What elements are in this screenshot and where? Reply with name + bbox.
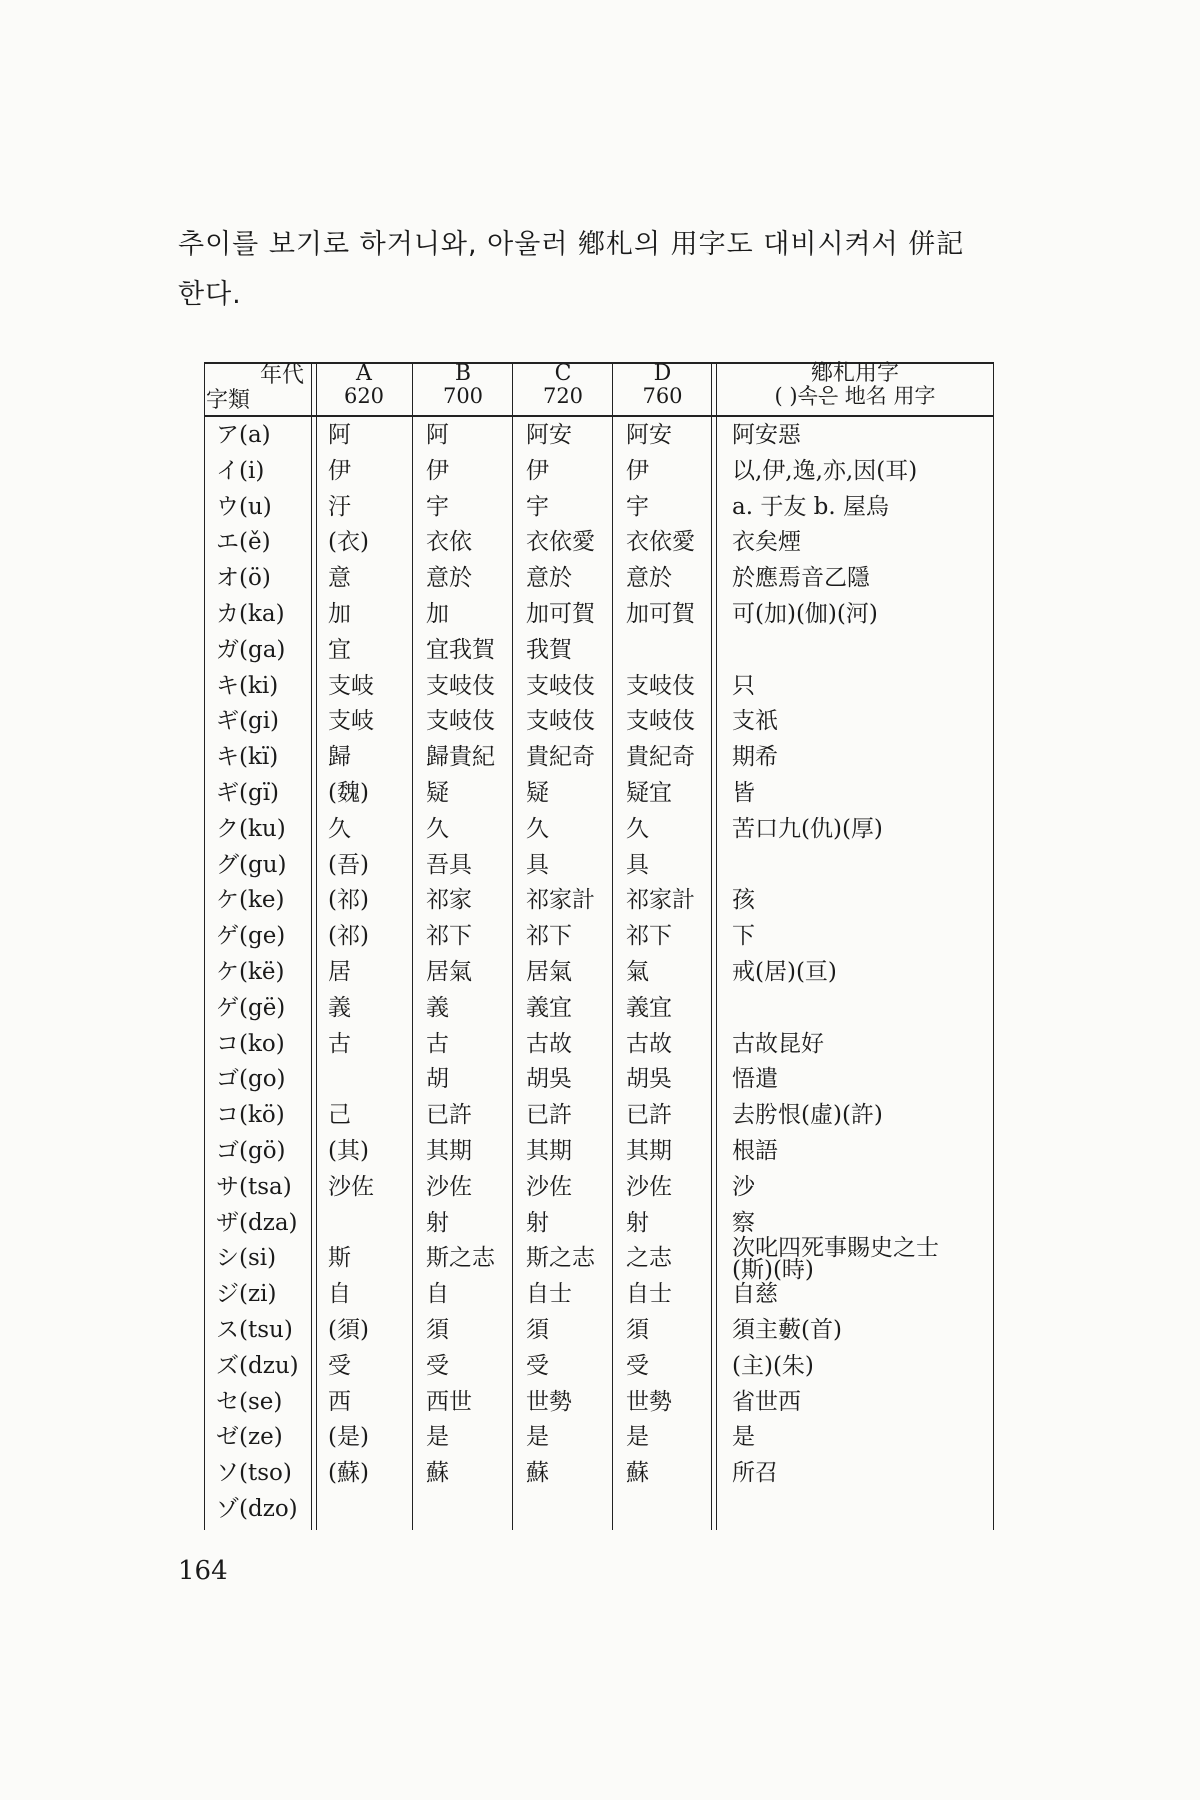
row-cell-hyangchal: a. 于友 b. 屋烏 [732,493,889,520]
row-cell-c: 意於 [526,565,572,592]
row-cell-a: (其) [328,1138,369,1164]
row-cell-d: 須 [626,1317,649,1343]
header-col-a-label: A [356,361,372,386]
row-cell-b: 伊 [426,457,449,484]
header-corner-type: 字類 [206,388,251,413]
row-cell-b: 支岐伎 [426,672,495,699]
table-row [204,1098,994,1134]
row-cell-a: 沙佐 [328,1173,374,1200]
row-cell-hyangchal: 只 [732,672,755,699]
row-cell-a: (吾) [328,851,369,878]
row-cell-a: (是) [328,1424,369,1451]
row-cell-b: 宜我賀 [426,636,495,663]
row-cell-b: 歸貴紀 [426,744,495,771]
row-kana: イ(i) [216,457,265,484]
header-col-hyangchal-label: 鄕札用字 [810,361,899,386]
row-cell-d: 是 [626,1424,649,1451]
table-header-rule [204,415,994,417]
row-cell-b: 祁下 [426,923,472,950]
row-cell-hyangchal: 支祇 [732,708,778,735]
row-cell-a: 古 [328,1030,351,1057]
row-cell-d: 支岐伎 [626,672,695,699]
row-kana: キ(ki) [216,672,279,699]
table-row [204,1134,994,1170]
row-cell-hyangchal: 下 [732,923,755,950]
row-kana: キ(kï) [216,744,279,771]
row-cell-c: 衣依愛 [526,529,595,556]
row-kana: ギ(gï) [216,780,280,806]
row-cell-d: 衣依愛 [626,529,695,556]
table-row [204,1349,994,1385]
row-cell-hyangchal: 去肹恨(虛)(許) [732,1102,883,1129]
row-cell-d: 古故 [626,1030,672,1057]
row-cell-c: 伊 [526,457,549,484]
row-cell-b: 吾具 [426,851,472,878]
table-row [204,1456,994,1492]
row-cell-a: 意 [328,565,351,592]
row-cell-d: 意於 [626,565,672,592]
row-cell-b: 射 [426,1209,449,1236]
row-cell-b: 意於 [426,565,472,592]
row-cell-d: 之志 [626,1245,672,1272]
intro-paragraph [178,220,1018,320]
table-row [204,1277,994,1313]
row-cell-hyangchal: 於應焉音乙隱 [732,565,870,592]
row-kana: ゲ(gë) [216,994,286,1021]
table-row [204,490,994,526]
row-cell-c: 貴紀奇 [526,744,595,771]
row-kana: ウ(u) [216,493,272,520]
row-cell-b: 祁家 [426,887,472,914]
row-cell-a: 阿 [328,422,351,448]
row-cell-a: 歸 [328,744,351,771]
row-cell-d: 具 [626,851,649,878]
row-kana: ゼ(ze) [216,1424,283,1451]
table-row [204,740,994,776]
row-kana: ゴ(gö) [216,1138,286,1164]
row-cell-b: 是 [426,1424,449,1451]
header-corner-year: 年代 [259,363,304,388]
row-cell-c: 是 [526,1424,549,1451]
row-cell-d: 世勢 [626,1388,672,1415]
row-cell-a: 支岐 [328,672,374,699]
row-cell-c: 祁家計 [526,887,595,914]
row-kana: ゴ(go) [216,1066,286,1093]
row-kana: ス(tsu) [216,1317,293,1343]
page-number: 164 [178,1556,228,1586]
row-kana: エ(ě) [216,529,271,556]
row-cell-d: 久 [626,815,649,842]
row-kana: セ(se) [216,1388,283,1415]
table-row [204,1062,994,1098]
table-row [204,525,994,561]
row-cell-hyangchal: 省世西 [732,1388,801,1415]
header-col-b-year: 700 [442,384,484,408]
header-col-b [414,362,512,414]
row-cell-a: 汙 [328,493,351,520]
row-cell-a: (須) [328,1317,369,1343]
row-kana: ケ(ke) [216,887,285,914]
header-col-a-year: 620 [343,384,385,408]
row-cell-a: 久 [328,815,351,842]
row-cell-b: 蘇 [426,1460,449,1487]
row-cell-a: (蘇) [328,1460,369,1487]
row-cell-d: 射 [626,1209,649,1236]
row-cell-c: 祁下 [526,923,572,950]
correspondence-table [204,362,994,1530]
row-cell-hyangchal: 古故昆好 [732,1030,824,1057]
row-kana: ケ(kë) [216,959,285,985]
row-cell-hyangchal: 阿安惡 [732,422,801,448]
row-cell-c: 古故 [526,1030,572,1057]
row-cell-b: 疑 [426,780,449,806]
table-row [204,1235,994,1284]
row-cell-d: 已許 [626,1102,672,1129]
row-cell-d: 自士 [626,1281,672,1308]
row-cell-hyangchal: 孩 [732,887,755,914]
header-col-c-year: 720 [542,384,584,408]
table-row [204,955,994,991]
row-kana: ザ(dza) [216,1209,298,1236]
row-cell-c: 宇 [526,493,549,520]
row-cell-hyangchal: 自慈 [732,1281,778,1308]
row-cell-a: (祁) [328,887,369,914]
row-cell-c: 義宜 [526,994,572,1021]
row-cell-d: 支岐伎 [626,708,695,735]
row-cell-a: (衣) [328,529,369,556]
row-cell-hyangchal: 苦口九(仇)(厚) [732,815,883,842]
row-cell-d: 受 [626,1352,649,1379]
row-cell-c: 射 [526,1209,549,1236]
row-cell-b: 衣依 [426,529,472,556]
header-col-c [514,362,612,414]
row-cell-d: 加可賀 [626,601,695,627]
table-row [204,1492,994,1528]
row-cell-c: 胡吳 [526,1066,572,1093]
row-cell-a: 自 [328,1281,351,1308]
row-cell-c: 支岐伎 [526,672,595,699]
table-row [204,991,994,1027]
row-cell-b: 須 [426,1317,449,1343]
row-cell-b: 受 [426,1352,449,1379]
row-cell-b: 古 [426,1030,449,1057]
row-cell-c: 世勢 [526,1388,572,1415]
header-col-b-label: B [454,361,472,386]
row-cell-d: 祁家計 [626,887,695,914]
row-kana: カ(ka) [216,601,285,627]
row-cell-a: 受 [328,1352,351,1379]
paragraph-line-1: 추이를 보기로 하거니와, 아울러 鄕札의 用字도 대비시켜서 併記 [178,229,965,260]
row-cell-hyangchal: (主)(朱) [732,1352,814,1379]
row-kana: コ(kö) [216,1102,285,1129]
row-cell-b: 加 [426,601,449,627]
row-cell-c: 居氣 [526,959,572,985]
row-cell-a: 己 [328,1102,351,1129]
row-cell-a: 伊 [328,457,351,484]
row-cell-b: 自 [426,1281,449,1308]
row-kana: ソ(tso) [216,1460,292,1487]
row-cell-b: 支岐伎 [426,708,495,735]
row-cell-hyangchal: 期希 [732,744,778,771]
row-cell-b: 其期 [426,1138,472,1164]
header-col-d [614,362,711,414]
row-cell-c: 受 [526,1352,549,1379]
row-cell-b: 阿 [426,422,449,448]
row-cell-d: 其期 [626,1138,672,1164]
row-cell-c: 加可賀 [526,601,595,627]
row-cell-a: (魏) [328,780,369,806]
table-row [204,848,994,884]
row-cell-a: (祁) [328,923,369,950]
row-cell-b: 義 [426,994,449,1021]
row-cell-c: 自士 [526,1281,572,1308]
row-cell-hyangchal: 皆 [732,780,755,806]
row-cell-d: 疑宜 [626,780,672,806]
table-row [204,919,994,955]
header-col-hyangchal [718,362,992,414]
table-row [204,669,994,705]
row-cell-hyangchal: 根語 [732,1138,778,1164]
header-corner [204,362,310,414]
row-kana: ギ(gi) [216,708,280,735]
table-row [204,776,994,812]
row-cell-hyangchal: 次叱四死事賜史之士 (斯)(時) [732,1235,939,1284]
row-cell-d: 宇 [626,493,649,520]
row-cell-d: 伊 [626,457,649,484]
row-cell-d: 貴紀奇 [626,744,695,771]
row-cell-c: 支岐伎 [526,708,595,735]
row-kana: サ(tsa) [216,1173,292,1200]
row-cell-hyangchal: 以,伊,逸,亦,因(耳) [732,457,918,484]
table-row [204,633,994,669]
row-cell-d: 沙佐 [626,1173,672,1200]
row-cell-hyangchal: 戒(居)(亘) [732,959,837,985]
row-cell-d: 蘇 [626,1460,649,1487]
table-row [204,1313,994,1349]
header-col-hyangchal-note: ( )속은 地名 用字 [774,384,936,408]
row-cell-a: 義 [328,994,351,1021]
row-cell-b: 沙佐 [426,1173,472,1200]
row-kana: オ(ö) [216,565,271,592]
row-cell-c: 我賀 [526,636,572,663]
table-row [204,704,994,740]
row-cell-hyangchal: 察 [732,1209,755,1236]
row-kana: ク(ku) [216,815,286,842]
row-cell-a: 斯 [328,1245,351,1272]
row-cell-hyangchal: 可(加)(伽)(河) [732,601,878,627]
table-row [204,812,994,848]
row-cell-a: 居 [328,959,351,985]
table-row [204,1420,994,1456]
row-cell-a: 加 [328,601,351,627]
row-cell-b: 斯之志 [426,1245,495,1272]
row-cell-c: 久 [526,815,549,842]
table-row [204,561,994,597]
table-row [204,418,994,454]
table-row [204,883,994,919]
row-kana: グ(gu) [216,851,287,878]
header-col-d-label: D [653,361,672,386]
table-row [204,1027,994,1063]
row-kana: ア(a) [216,422,271,448]
row-cell-d: 阿安 [626,422,672,448]
row-kana: ジ(zi) [216,1281,277,1308]
table-row [204,454,994,490]
header-col-d-year: 760 [642,384,683,408]
row-cell-b: 已許 [426,1102,472,1129]
row-cell-c: 已許 [526,1102,572,1129]
row-cell-hyangchal: 是 [732,1424,755,1451]
row-cell-c: 阿安 [526,422,572,448]
header-col-c-label: C [554,361,572,386]
row-kana: ゾ(dzo) [216,1496,298,1522]
row-cell-d: 氣 [626,959,649,985]
header-col-a [316,362,412,414]
row-kana: ガ(ga) [216,636,286,663]
table-row [204,1170,994,1206]
row-cell-c: 具 [526,851,549,878]
row-kana: コ(ko) [216,1030,285,1057]
row-cell-b: 久 [426,815,449,842]
row-cell-hyangchal: 衣矣煙 [732,529,801,556]
row-cell-c: 斯之志 [526,1245,595,1272]
row-cell-hyangchal: 須主藪(首) [732,1317,842,1343]
table-row [204,597,994,633]
row-cell-c: 須 [526,1317,549,1343]
row-cell-hyangchal: 悟遣 [732,1066,778,1093]
row-cell-b: 胡 [426,1066,449,1093]
row-kana: ズ(dzu) [216,1352,299,1379]
row-cell-c: 沙佐 [526,1173,572,1200]
row-cell-c: 其期 [526,1138,572,1164]
row-cell-b: 西世 [426,1388,472,1415]
row-cell-b: 居氣 [426,959,472,985]
row-kana: ゲ(ge) [216,923,286,950]
row-cell-hyangchal: 沙 [732,1173,755,1200]
row-cell-b: 宇 [426,493,449,520]
paragraph-line-2: 한다. [178,279,242,310]
row-cell-c: 蘇 [526,1460,549,1487]
row-cell-c: 疑 [526,780,549,806]
row-cell-a: 宜 [328,636,351,663]
row-cell-a: 西 [328,1388,351,1415]
table-row [204,1385,994,1421]
row-cell-a: 支岐 [328,708,374,735]
row-cell-d: 義宜 [626,994,672,1021]
row-cell-d: 胡吳 [626,1066,672,1093]
row-cell-d: 祁下 [626,923,672,950]
row-kana: シ(si) [216,1245,277,1272]
row-cell-hyangchal: 所召 [732,1460,778,1487]
